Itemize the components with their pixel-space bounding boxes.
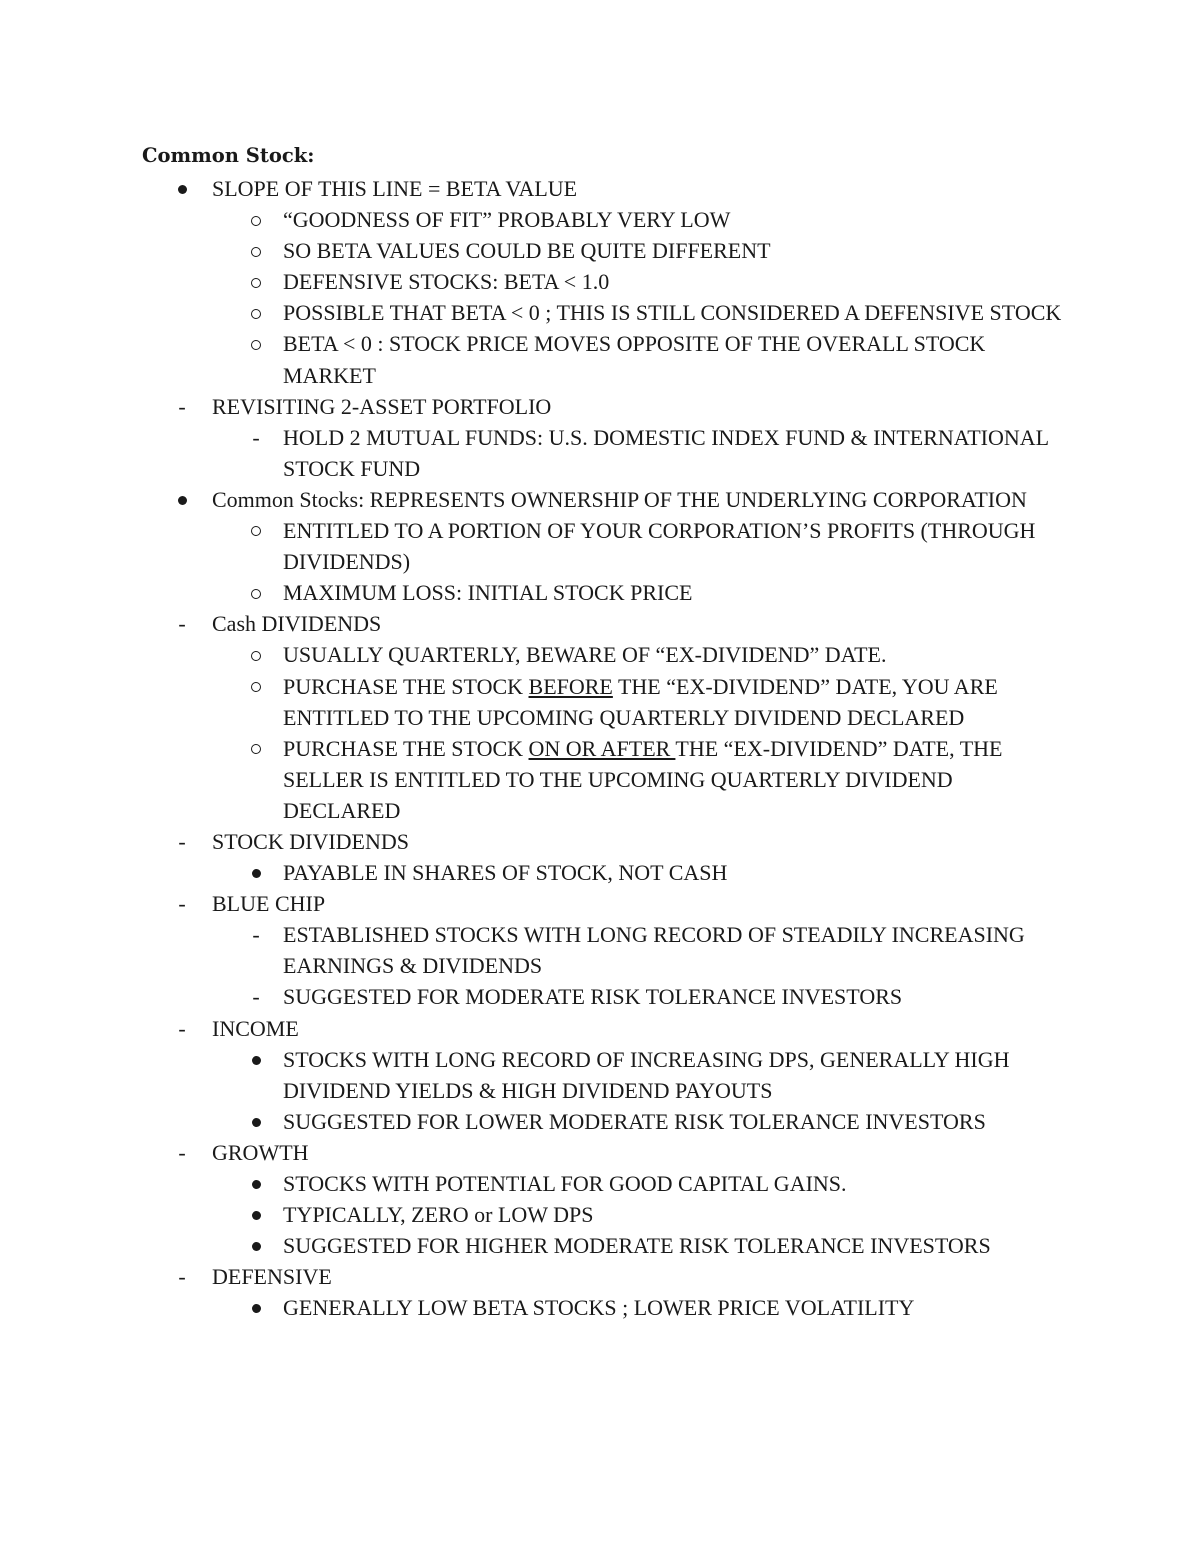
circle-bullet-icon — [246, 297, 266, 328]
text-segment: STOCK DIVIDENDS — [212, 828, 409, 854]
text-segment: SLOPE OF THIS LINE = BETA VALUE — [212, 176, 578, 201]
text-segment: ENTITLED TO A PORTION OF YOUR CORPORATION’S PROFITS (THROUGH DIVIDENDS) — [283, 518, 1036, 575]
text-segment: PURCHASE THE STOCK — [283, 673, 529, 699]
dash-icon: - — [252, 922, 260, 948]
text-segment: DEFENSIVE — [212, 1264, 332, 1290]
list-item-text — [212, 1016, 299, 1041]
list-item — [0, 888, 1200, 919]
circle-bullet-icon — [246, 639, 266, 670]
text-segment: MAXIMUM LOSS: INITIAL STOCK PRICE — [283, 580, 693, 606]
bullet-icon — [246, 1292, 266, 1323]
list-item-text — [212, 611, 381, 636]
list-item — [0, 733, 1200, 826]
list-item — [0, 484, 1200, 515]
text-segment: SUGGESTED FOR MODERATE RISK TOLERANCE INVESTORS — [283, 984, 903, 1010]
text-segment: THE “EX-DIVIDEND” DATE, THE SELLER IS ENTITLED TO THE UPCOMING QUARTERLY DIVIDEND DECLARED — [283, 735, 1003, 823]
list-item — [0, 1137, 1200, 1168]
list-item — [0, 1292, 1200, 1323]
circle-bullet-icon — [246, 671, 266, 702]
text-segment: SO BETA VALUES COULD BE QUITE DIFFERENT — [283, 238, 771, 264]
text-segment: SUGGESTED FOR HIGHER MODERATE RISK TOLERANCE INVESTORS — [283, 1233, 991, 1259]
list-item — [0, 266, 1200, 297]
circle-bullet-icon — [246, 266, 266, 297]
text-segment: INCOME — [212, 1015, 299, 1041]
list-item-text — [212, 829, 409, 854]
text-segment: BETA < 0 : STOCK PRICE MOVES OPPOSITE OF THE OVERALL STOCK MARKET — [283, 331, 986, 388]
list-item-text — [283, 207, 730, 232]
text-segment: PURCHASE THE STOCK — [283, 735, 529, 761]
list-item-text — [212, 891, 325, 916]
list-item-text — [283, 1202, 594, 1227]
list-item — [0, 1013, 1200, 1044]
text-segment: USUALLY QUARTERLY, BEWARE OF “EX-DIVIDEND” DATE. — [283, 642, 887, 668]
bullet-icon — [172, 484, 192, 515]
list-item-text — [212, 1140, 309, 1165]
text-segment: BLUE CHIP — [212, 891, 326, 917]
list-item-text — [283, 642, 887, 667]
bullet-icon — [172, 173, 192, 204]
dash-icon: - — [252, 424, 260, 450]
text-segment: HOLD 2 MUTUAL FUNDS: U.S. DOMESTIC INDEX FUND & INTERNATIONAL STOCK FUND — [283, 424, 1049, 481]
text-segment: SUGGESTED FOR LOWER MODERATE RISK TOLERANCE INVESTORS — [283, 1108, 986, 1134]
list-item — [0, 826, 1200, 857]
list-item — [0, 857, 1200, 888]
list-item — [0, 328, 1200, 390]
underlined-text: BEFORE — [528, 673, 613, 699]
list-item-text — [283, 1233, 991, 1258]
list-item-text — [212, 394, 551, 419]
list-item-text — [212, 487, 1027, 512]
list-item — [0, 297, 1200, 328]
dash-icon: - — [178, 1139, 186, 1165]
list-item — [0, 235, 1200, 266]
text-segment: ESTABLISHED STOCKS WITH LONG RECORD OF STEADILY INCREASING EARNINGS & DIVIDENDS — [283, 922, 1025, 979]
text-segment: Cash DIVIDENDS — [212, 611, 382, 637]
list-item — [0, 1106, 1200, 1137]
underlined-text: ON OR AFTER — [528, 735, 676, 761]
bullet-icon — [246, 1044, 266, 1075]
list-item-text — [283, 425, 1048, 481]
text-segment: STOCKS WITH LONG RECORD OF INCREASING DPS, GENERALLY HIGH DIVIDEND YIELDS & HIGH DIVIDEND PAYOUTS — [283, 1046, 1010, 1103]
circle-bullet-icon — [246, 235, 266, 266]
bullet-icon — [246, 1106, 266, 1137]
list-item — [0, 173, 1200, 204]
text-segment: GROWTH — [212, 1139, 309, 1165]
list-item — [0, 204, 1200, 235]
bullet-icon — [246, 1199, 266, 1230]
list-item-text — [283, 674, 998, 730]
list-item-text — [212, 176, 577, 201]
dash-icon: - — [252, 984, 260, 1010]
list-item-text — [283, 580, 692, 605]
dash-icon: - — [178, 393, 186, 419]
text-segment: GENERALLY LOW BETA STOCKS ; LOWER PRICE VOLATILITY — [283, 1295, 915, 1321]
list-item-text — [283, 860, 727, 885]
list-item-text — [283, 736, 1002, 823]
text-segment: DEFENSIVE STOCKS: BETA < 1.0 — [283, 269, 610, 295]
circle-bullet-icon — [246, 515, 266, 546]
circle-bullet-icon — [246, 577, 266, 608]
circle-bullet-icon — [246, 733, 266, 764]
text-segment: “GOODNESS OF FIT” PROBABLY VERY LOW — [283, 207, 731, 233]
text-segment: REVISITING 2-ASSET PORTFOLIO — [212, 393, 552, 419]
list-item — [0, 639, 1200, 670]
list-item-text — [283, 269, 609, 294]
dash-icon: - — [178, 891, 186, 917]
outline-list — [0, 173, 1200, 1323]
text-segment: THE “EX-DIVIDEND” DATE, YOU ARE ENTITLED TO THE UPCOMING QUARTERLY DIVIDEND DECLARED — [283, 673, 998, 730]
list-item-text — [283, 1295, 914, 1320]
text-segment: STOCKS WITH POTENTIAL FOR GOOD CAPITAL GAINS. — [283, 1171, 847, 1196]
dash-icon: - — [178, 611, 186, 637]
list-item-text — [283, 300, 1061, 325]
circle-bullet-icon — [246, 328, 266, 359]
list-item — [0, 919, 1200, 981]
list-item — [0, 981, 1200, 1012]
bullet-icon — [246, 1168, 266, 1199]
page-title: Common Stock: — [142, 144, 315, 167]
list-item — [0, 671, 1200, 733]
bullet-icon — [246, 1230, 266, 1261]
list-item — [0, 1044, 1200, 1106]
list-item-text — [283, 984, 902, 1009]
dash-icon: - — [178, 828, 186, 854]
text-segment: PAYABLE IN SHARES OF STOCK, NOT CASH — [283, 860, 728, 886]
list-item-text — [283, 1047, 1009, 1103]
list-item-text — [283, 1171, 847, 1196]
list-item — [0, 577, 1200, 608]
dash-icon: - — [178, 1264, 186, 1290]
list-item — [0, 1261, 1200, 1292]
list-item — [0, 608, 1200, 639]
list-item — [0, 391, 1200, 422]
list-item — [0, 1168, 1200, 1199]
list-item-text — [212, 1264, 332, 1289]
list-item — [0, 1199, 1200, 1230]
list-item-text — [283, 922, 1025, 978]
dash-icon: - — [178, 1015, 186, 1041]
list-item-text — [283, 1109, 986, 1134]
list-item-text — [283, 331, 985, 387]
text-segment: Common Stocks: REPRESENTS OWNERSHIP OF THE UNDERLYING CORPORATION — [212, 486, 1027, 512]
list-item-text — [283, 518, 1035, 574]
list-item — [0, 1230, 1200, 1261]
list-item-text — [283, 238, 771, 263]
circle-bullet-icon — [246, 204, 266, 235]
text-segment: POSSIBLE THAT BETA < 0 ; THIS IS STILL CONSIDERED A DEFENSIVE STOCK — [283, 300, 1062, 326]
text-segment: TYPICALLY, ZERO or LOW DPS — [283, 1202, 594, 1228]
list-item — [0, 422, 1200, 484]
list-item — [0, 515, 1200, 577]
bullet-icon — [246, 857, 266, 888]
